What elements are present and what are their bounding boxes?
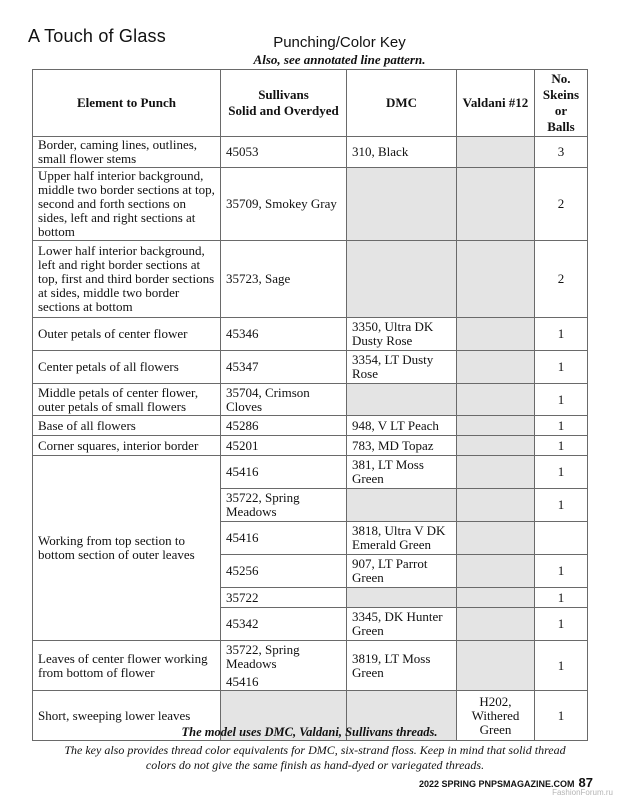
cell-sullivans-b: 45416 — [226, 673, 259, 689]
cell-sullivans: 45201 — [221, 436, 347, 456]
cell-qty: 1 — [535, 456, 588, 489]
cell-element: Short, sweeping lower leaves — [33, 691, 221, 741]
cell-qty: 1 — [535, 318, 588, 351]
cell-sullivans: 35722, Spring Meadows — [221, 489, 347, 522]
cell-sullivans: 45347 — [221, 351, 347, 384]
key-subtitle: Also, see annotated line pattern. — [253, 52, 426, 67]
cell-dmc: 3345, DK Hunter Green — [347, 608, 457, 641]
cell-valdani — [457, 641, 535, 691]
cell-sullivans — [221, 641, 347, 691]
cell-qty: 1 — [535, 416, 588, 436]
cell-dmc: 3819, LT Moss Green — [347, 641, 457, 691]
cell-dmc — [347, 489, 457, 522]
header-valdani: Valdani #12 — [457, 70, 535, 137]
header-qty-line1: No. — [551, 71, 571, 86]
cell-qty: 1 — [535, 489, 588, 522]
cell-element: Center petals of all flowers — [33, 351, 221, 384]
cell-dmc — [347, 241, 457, 318]
cell-element: Border, caming lines, outlines, small flower stems — [33, 137, 221, 168]
table-row — [33, 641, 588, 691]
header-element: Element to Punch — [33, 70, 221, 137]
key-title: Punching/Color Key — [273, 34, 406, 51]
cell-qty: 3 — [535, 137, 588, 168]
table-row — [33, 318, 588, 351]
cell-element: Base of all flowers — [33, 416, 221, 436]
equivalents-note: The key also provides thread color equivalents for DMC, six-strand floss. Keep in mind that solid thread colors do not give the same finish as hand-dyed or variegated threads. — [64, 743, 566, 772]
cell-valdani — [457, 436, 535, 456]
cell-sullivans: 45286 — [221, 416, 347, 436]
cell-valdani: H202, Withered Green — [457, 691, 535, 741]
cell-qty: 1 — [535, 691, 588, 741]
header-quantity — [535, 70, 588, 137]
cell-dmc: 310, Black — [347, 137, 457, 168]
cell-element: Corner squares, interior border — [33, 436, 221, 456]
cell-sullivans: 45053 — [221, 137, 347, 168]
table-row — [33, 351, 588, 384]
table-row — [33, 416, 588, 436]
cell-dmc: 3350, Ultra DK Dusty Rose — [347, 318, 457, 351]
cell-dmc: 907, LT Parrot Green — [347, 555, 457, 588]
page-number: 87 — [578, 775, 593, 790]
watermark: FashionForum.ru — [552, 788, 613, 797]
cell-dmc: 948, V LT Peach — [347, 416, 457, 436]
header-dmc: DMC — [347, 70, 457, 137]
magazine-section-title: A Touch of Glass — [28, 26, 166, 46]
cell-dmc — [347, 384, 457, 416]
cell-valdani — [457, 456, 535, 489]
header-qty-line2: Skeins — [542, 87, 580, 102]
cell-sullivans: 35704, Crimson Cloves — [221, 384, 347, 416]
table-row — [33, 384, 588, 416]
header-sullivans-line2: Solid and Overdyed — [228, 103, 339, 118]
cell-valdani — [457, 608, 535, 641]
header-sullivans-line1: Sullivans — [258, 87, 309, 102]
cell-dmc: 381, LT Moss Green — [347, 456, 457, 489]
cell-dmc: 3818, Ultra V DK Emerald Green — [347, 522, 457, 555]
threads-note: The model uses DMC, Valdani, Sullivans threads. — [181, 725, 438, 739]
cell-qty: 2 — [535, 168, 588, 241]
cell-qty: 1 — [535, 384, 588, 416]
cell-valdani — [457, 588, 535, 608]
cell-dmc: 3354, LT Dusty Rose — [347, 351, 457, 384]
table-row — [33, 241, 588, 318]
cell-sullivans: 35722 — [221, 588, 347, 608]
cell-sullivans: 45256 — [221, 555, 347, 588]
header-sullivans — [221, 70, 347, 137]
cell-qty: 2 — [535, 241, 588, 318]
cell-dmc: 783, MD Topaz — [347, 436, 457, 456]
cell-qty: 1 — [535, 641, 588, 691]
cell-valdani — [457, 318, 535, 351]
cell-sullivans: 45416 — [221, 522, 347, 555]
cell-element: Upper half interior background, middle two border sections at top, second and forth sections on sides, left and right sections at bottom — [33, 168, 221, 241]
punching-color-key-table — [32, 69, 588, 741]
cell-sullivans: 45342 — [221, 608, 347, 641]
cell-valdani — [457, 555, 535, 588]
cell-valdani — [457, 384, 535, 416]
cell-element: Lower half interior background, left and right border sections at top, first and third border sections at sides, middle two border sections at bottom — [33, 241, 221, 318]
cell-element: Middle petals of center flower, outer petals of small flowers — [33, 384, 221, 416]
cell-valdani — [457, 522, 535, 555]
cell-sullivans: 35709, Smokey Gray — [221, 168, 347, 241]
table-row — [33, 456, 588, 489]
cell-element: Leaves of center flower working from bottom of flower — [33, 641, 221, 691]
cell-sullivans: 45416 — [221, 456, 347, 489]
cell-sullivans-a: 35722, Spring Meadows — [226, 641, 300, 671]
cell-valdani — [457, 416, 535, 436]
cell-valdani — [457, 351, 535, 384]
table-row — [33, 137, 588, 168]
header-qty-line3: or Balls — [547, 103, 575, 134]
table-row — [33, 168, 588, 241]
cell-valdani — [457, 241, 535, 318]
cell-valdani — [457, 168, 535, 241]
cell-element-outer-leaves: Working from top section to bottom section of outer leaves — [33, 456, 221, 641]
cell-valdani — [457, 137, 535, 168]
cell-qty: 1 — [535, 588, 588, 608]
cell-qty — [535, 522, 588, 555]
cell-qty: 1 — [535, 436, 588, 456]
table-row — [33, 436, 588, 456]
cell-qty: 1 — [535, 608, 588, 641]
cell-element: Outer petals of center flower — [33, 318, 221, 351]
cell-dmc — [347, 588, 457, 608]
cell-qty: 1 — [535, 555, 588, 588]
issue-label: 2022 SPRING PNPSMAGAZINE.COM — [419, 779, 575, 789]
table-header-row — [33, 70, 588, 137]
cell-qty: 1 — [535, 351, 588, 384]
cell-sullivans: 35723, Sage — [221, 241, 347, 318]
cell-valdani — [457, 489, 535, 522]
cell-sullivans: 45346 — [221, 318, 347, 351]
cell-dmc — [347, 168, 457, 241]
